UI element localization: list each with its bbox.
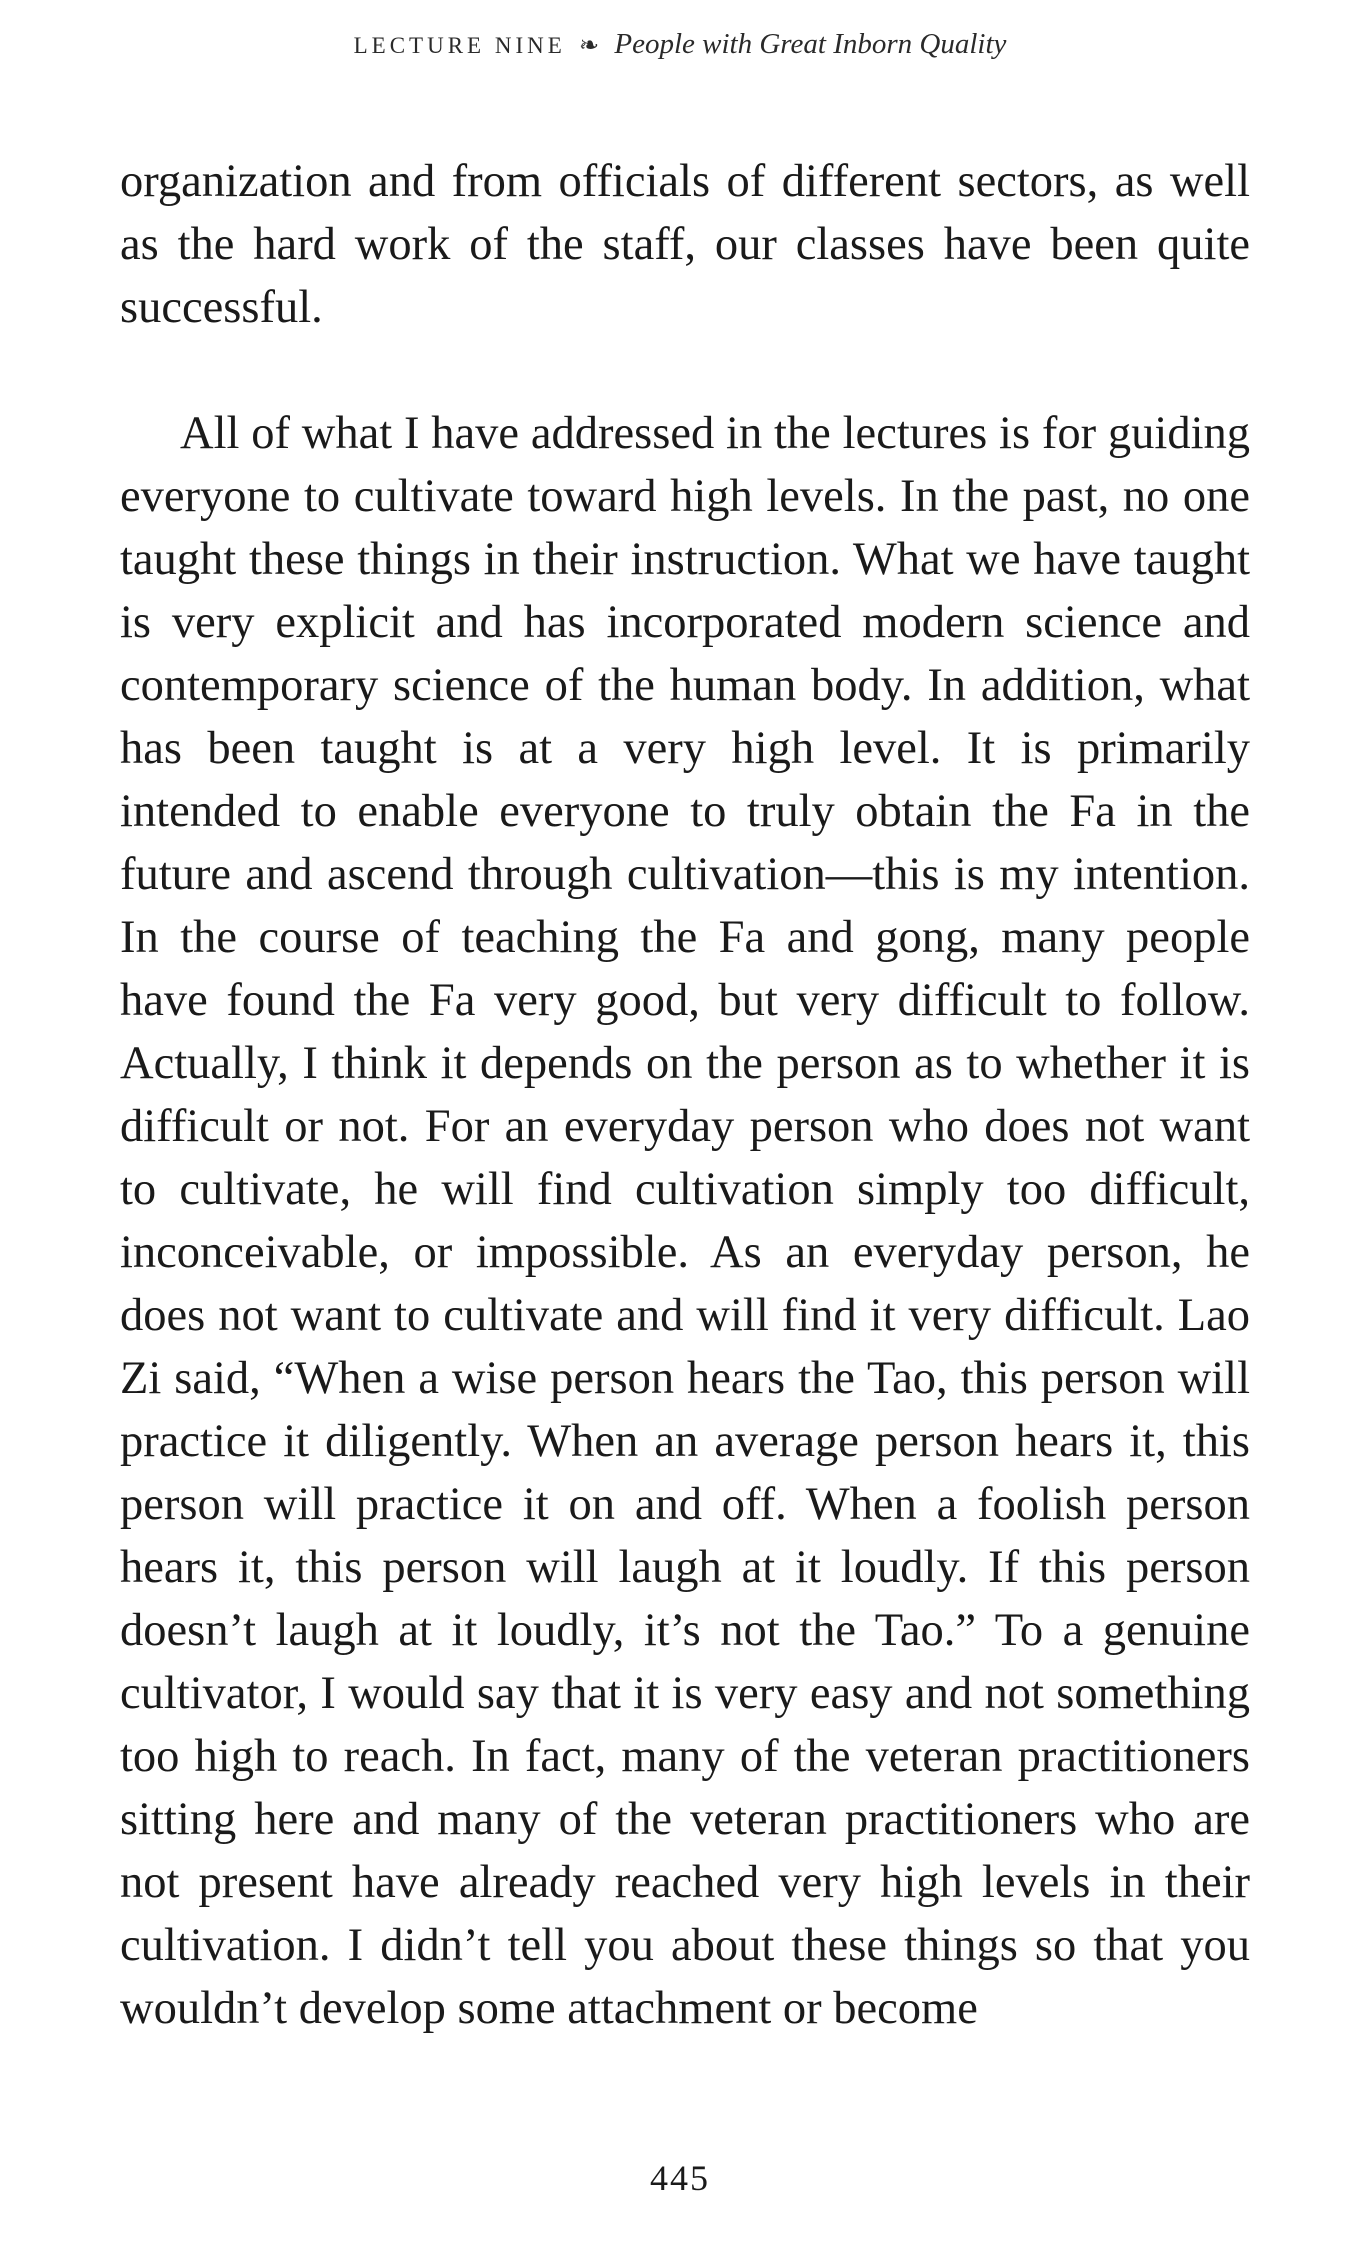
chapter-label: LECTURE NINE bbox=[353, 33, 566, 58]
running-header bbox=[0, 28, 1360, 61]
page-number: 445 bbox=[650, 2158, 710, 2198]
chapter-title: People with Great Inborn Quality bbox=[614, 28, 1007, 60]
fleuron-icon: ❧ bbox=[579, 33, 600, 59]
body-text bbox=[120, 150, 1250, 2040]
paragraph: All of what I have addressed in the lectures is for guiding everyone to cultivate toward high levels. In the past, no one taught these things in their instruction. What we have taught is very explicit and has incorporated modern science and contemporary science of the human body. In addition, what has been taught is at a very high level. It is primarily intended to enable everyone to truly obtain the Fa in the future and ascend through cultivation—this is my intention. In the course of teaching the Fa and gong, many people have found the Fa very good, but very difficult to follow. Actually, I think it depends on the person as to whether it is difficult or not. For an everyday person who does not want to cultivate, he will find cultivation simply too difficult, inconceivable, or impossible. As an everyday person, he does not want to cultivate and will find it very difficult. Lao Zi said, “When a wise person hears the Tao, this person will practice it diligently. When an average person hears it, this person will practice it on and off. When a foolish person hears it, this person will laugh at it loudly. If this person doesn’t laugh at it loudly, it’s not the Tao.” To a genuine cultivator, I would say that it is very easy and not something too high to reach. In fact, many of the veteran practitioners sitting here and many of the veteran practitioners who are not present have already reached very high levels in their cultivation. I didn’t tell you about these things so that you wouldn’t develop some attachment or become bbox=[120, 408, 1250, 2034]
paragraph-continued: organization and from officials of different sectors, as well as the hard work of the staff, our classes have been quite successful. bbox=[120, 156, 1250, 333]
